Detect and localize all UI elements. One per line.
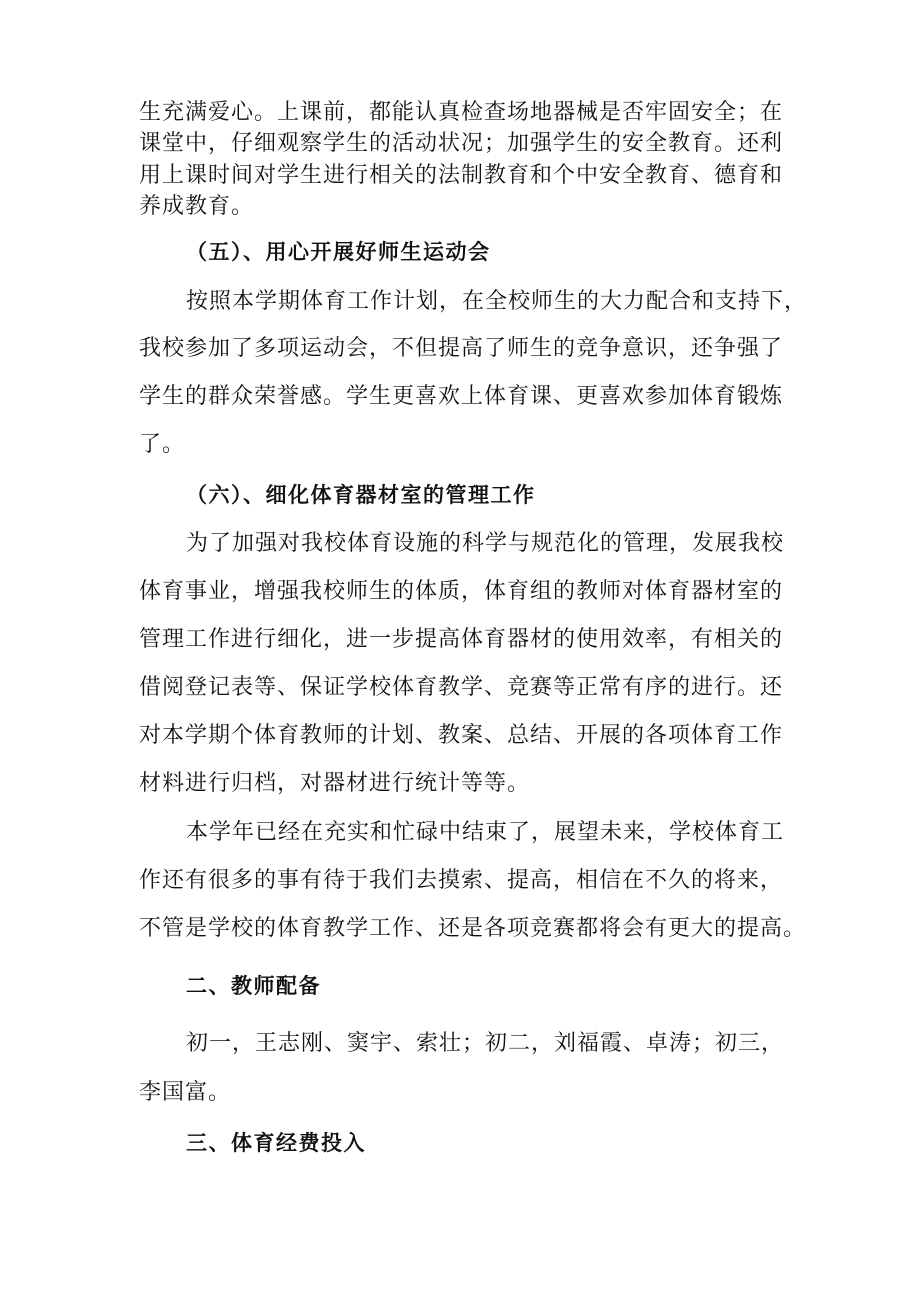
section-heading-three: 三、体育经费投入 bbox=[186, 1131, 366, 1155]
section-heading-two: 二、教师配备 bbox=[186, 974, 321, 998]
paragraph-line: 养成教育。 bbox=[139, 194, 255, 219]
paragraph-line: 生充满爱心。上课前，都能认真检查场地器械是否牢固安全；在 bbox=[139, 100, 784, 125]
paragraph-line: 用上课时间对学生进行相关的法制教育和个中安全教育、德育和 bbox=[139, 163, 784, 188]
paragraph-line: 对本学期个体育教师的计划、教案、总结、开展的各项体育工作 bbox=[139, 723, 784, 748]
paragraph-line: 管理工作进行细化，进一步提高体育器材的使用效率，有相关的 bbox=[139, 627, 784, 652]
paragraph-line: 不管是学校的体育教学工作、还是各项竞赛都将会有更大的提高。 bbox=[139, 916, 807, 941]
paragraph-line: 借阅登记表等、保证学校体育教学、竞赛等正常有序的进行。还 bbox=[139, 675, 784, 700]
paragraph-line: 李国富。 bbox=[139, 1080, 232, 1105]
paragraph-line: 初一，王志刚、窦宇、索壮；初二，刘福霞、卓涛；初三， bbox=[186, 1031, 785, 1056]
paragraph-line: 学生的群众荣誉感。学生更喜欢上体育课、更喜欢参加体育锻炼 bbox=[139, 384, 784, 409]
paragraph-line: 课堂中，仔细观察学生的活动状况；加强学生的安全教育。还利 bbox=[139, 131, 784, 156]
paragraph-line: 我校参加了多项运动会，不但提高了师生的竞争意识，还争强了 bbox=[139, 336, 784, 361]
paragraph-line: 体育事业，增强我校师生的体质，体育组的教师对体育器材室的 bbox=[139, 579, 784, 604]
paragraph-line: 作还有很多的事有待于我们去摸索、提高，相信在不久的将来， bbox=[139, 868, 784, 893]
paragraph-line: 本学年已经在充实和忙碌中结束了，展望未来，学校体育工 bbox=[186, 820, 785, 845]
paragraph-line: 为了加强对我校体育设施的科学与规范化的管理，发展我校 bbox=[186, 531, 785, 556]
section-heading-5: （五）、用心开展好师生运动会 bbox=[186, 240, 491, 264]
paragraph-line: 材料进行归档，对器材进行统计等等。 bbox=[139, 771, 531, 796]
paragraph-line: 了。 bbox=[139, 432, 186, 457]
paragraph-line: 按照本学期体育工作计划，在全校师生的大力配合和支持下， bbox=[186, 289, 808, 314]
section-heading-6: （六）、细化体育器材室的管理工作 bbox=[186, 483, 536, 507]
